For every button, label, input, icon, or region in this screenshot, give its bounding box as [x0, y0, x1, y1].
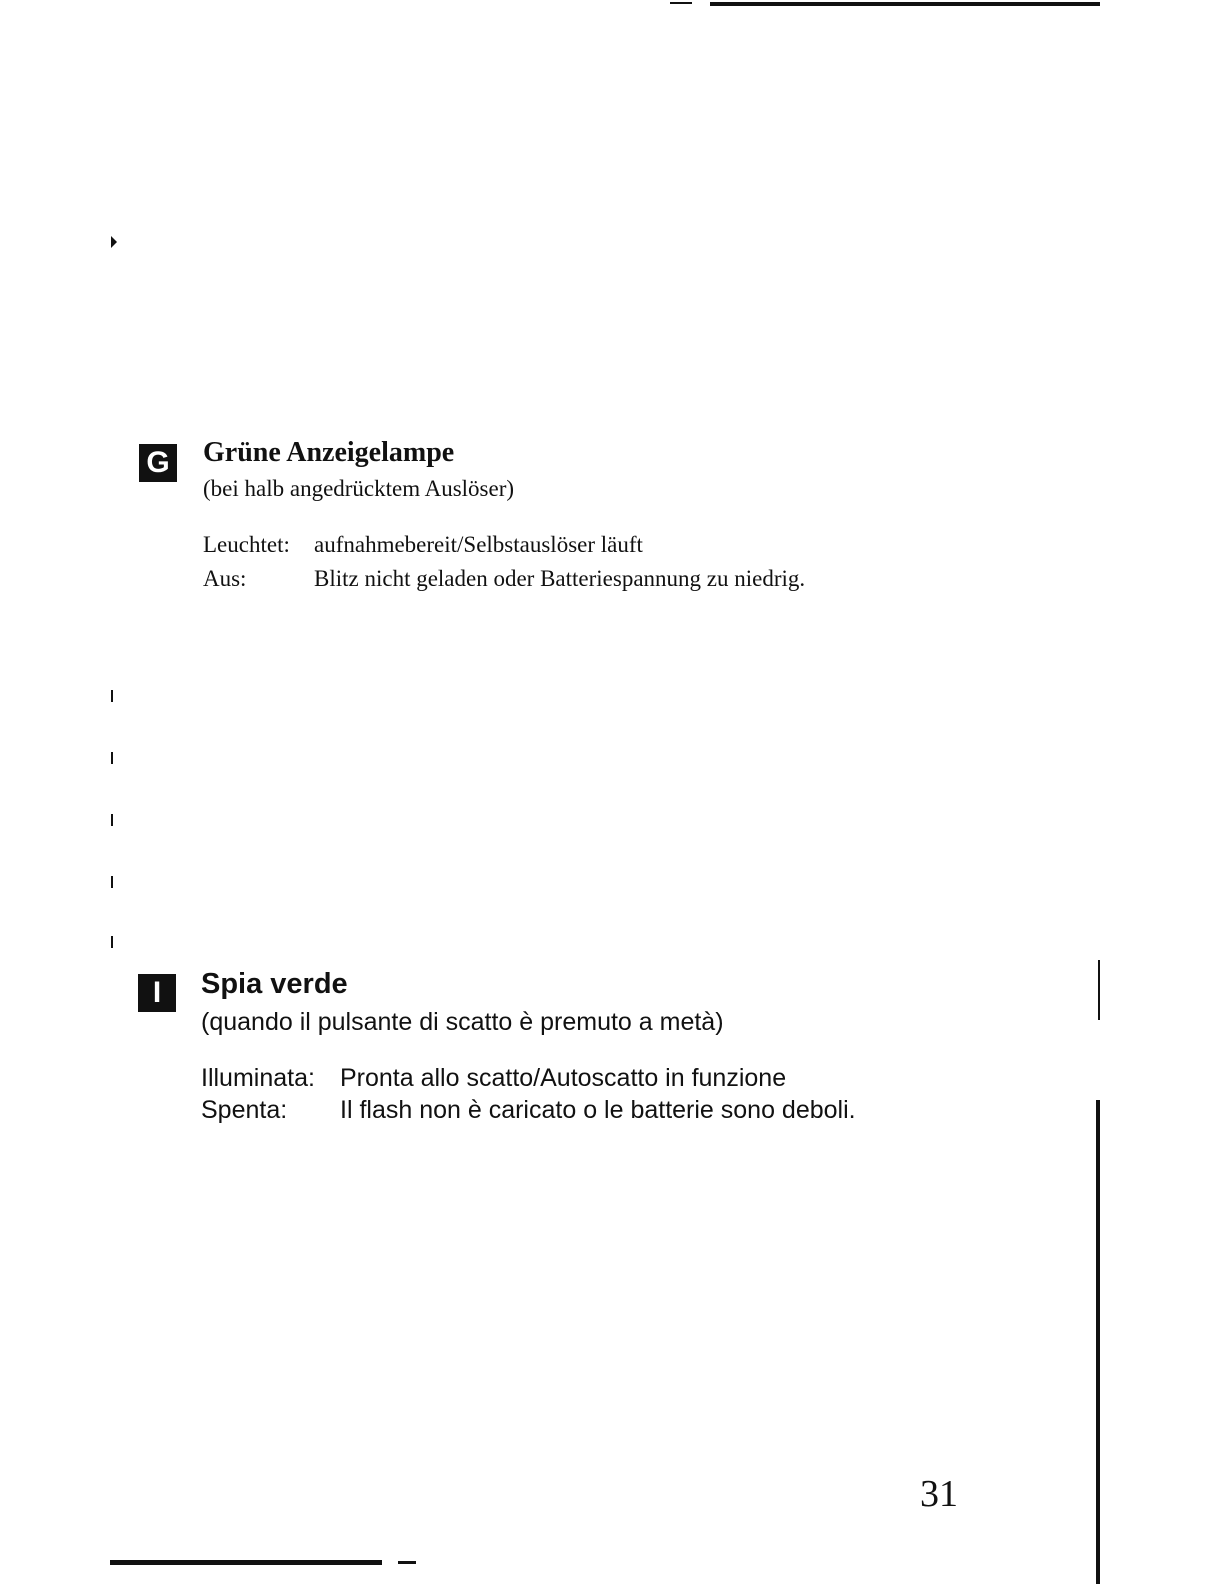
status-value-on-de: aufnahmebereit/Selbstauslöser läuft: [314, 532, 643, 557]
section-title-de: Grüne Anzeigelampe: [203, 437, 455, 468]
bottom-rule: [110, 1560, 382, 1565]
status-label-off-it: Spenta:: [201, 1096, 288, 1124]
section-title-it: Spia verde: [201, 968, 348, 1000]
margin-arrow-icon: [111, 236, 117, 248]
right-edge-line: [1096, 1100, 1100, 1584]
section-subtitle-it: (quando il pulsante di scatto è premuto a metà): [201, 1008, 724, 1036]
margin-tick-2: [111, 752, 113, 764]
status-label-on-it: Illuminata:: [201, 1064, 315, 1092]
top-rule-short: [670, 2, 692, 4]
section-subtitle-de: (bei halb angedrücktem Auslöser): [203, 476, 515, 501]
margin-tick-1: [111, 690, 113, 702]
section-badge-g: G: [139, 444, 177, 482]
status-value-off-de: Blitz nicht geladen oder Batteriespannung zu niedrig.: [314, 566, 806, 591]
page-number: 31: [920, 1473, 958, 1515]
top-rule: [710, 2, 1100, 6]
margin-tick-5: [111, 936, 113, 948]
right-edge-line-upper: [1098, 960, 1100, 1020]
section-badge-i: I: [138, 974, 176, 1012]
status-label-on-de: Leuchtet:: [203, 532, 290, 557]
margin-tick-4: [111, 876, 113, 888]
status-label-off-de: Aus:: [203, 566, 247, 591]
bottom-rule-short: [398, 1561, 416, 1564]
margin-tick-3: [111, 814, 113, 826]
status-value-on-it: Pronta allo scatto/Autoscatto in funzione: [340, 1064, 787, 1092]
status-value-off-it: Il flash non è caricato o le batterie sono deboli.: [340, 1096, 856, 1124]
